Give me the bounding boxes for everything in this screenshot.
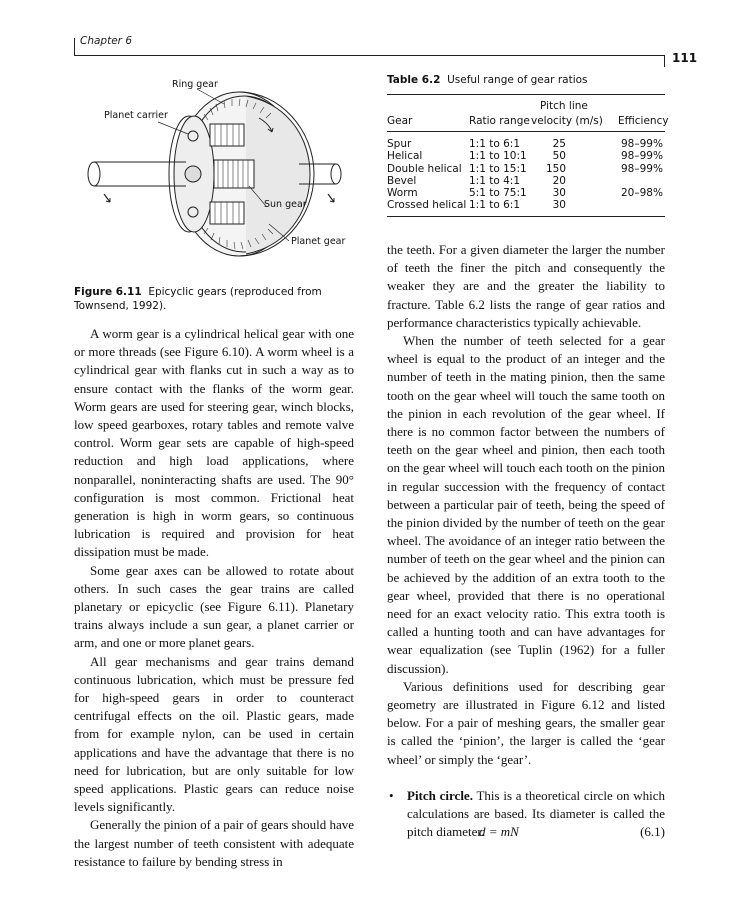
figure-epicyclic-gears <box>74 74 364 274</box>
cell-velocity: 150 <box>545 162 566 175</box>
table-title-text: Useful range of gear ratios <box>447 74 588 86</box>
bullet-marker: • <box>389 787 394 803</box>
cell-gear: Helical <box>387 150 423 163</box>
header-rule <box>74 55 664 56</box>
header-gear: Gear <box>387 115 413 127</box>
figure-caption-label: Figure 6.11 <box>74 286 142 298</box>
paragraph: All gear mechanisms and gear trains demand continuous lubrication, which must be pressure fed for high-speed gears in order to counteract centrifugal effects on the oil. Plastic gears, made from for example nylon, can be used in certain applications and have the advantage that there is no need for lubrication, but are only suitable for low speed applications. Plastic gears can reduce noise levels significantly. <box>74 653 354 815</box>
table-row <box>387 187 665 199</box>
header-rule-left <box>74 38 75 56</box>
cell-velocity: 30 <box>552 199 566 212</box>
cell-efficiency: 98–99% <box>621 138 663 150</box>
sun-gear-label: Sun gear <box>264 199 307 210</box>
table-title <box>387 74 665 86</box>
cell-velocity: 20 <box>552 174 566 187</box>
table-row <box>387 150 665 162</box>
figure-caption <box>74 285 354 313</box>
cell-ratio: 1:1 to 4:1 <box>469 174 521 187</box>
bullet-term: Pitch circle. <box>407 787 473 803</box>
page-number: 111 <box>672 51 698 65</box>
planet-carrier-label: Planet carrier <box>104 110 168 121</box>
table-label: Table 6.2 <box>387 74 441 86</box>
cell-efficiency: 98–99% <box>621 162 663 175</box>
cell-velocity: 30 <box>552 187 566 200</box>
figure-caption-text: Epicyclic gears (reproduced from Townsend, 1992). <box>74 286 322 312</box>
cell-ratio: 1:1 to 15:1 <box>469 162 527 175</box>
equation-number: (6.1) <box>640 824 665 839</box>
cell-ratio: 1:1 to 10:1 <box>469 150 527 163</box>
planet-gear-label: Planet gear <box>291 236 346 247</box>
ring-gear-label: Ring gear <box>172 79 218 90</box>
paragraph: Some gear axes can be allowed to rotate about others. In such cases the gear trains are called planetary or epicyclic (see Figure 6.11). Planetary trains always include a sun gear, a planet carrier or arm, and one or more planet gears. <box>74 562 354 651</box>
equation-expression: d = mN <box>479 824 519 839</box>
paragraph: the teeth. For a given diameter the larger the number of teeth the finer the pitch and consequently the weaker they are and the greater the liability to fracture. Table 6.2 lists the range of gear ratios and performance characteristics typically achievable. <box>387 242 665 330</box>
left-column-text <box>74 325 354 871</box>
cell-efficiency: 98–99% <box>621 150 663 163</box>
header-efficiency: Efficiency <box>618 115 669 127</box>
right-column-text <box>387 241 665 842</box>
cell-gear: Spur <box>387 138 412 150</box>
table-bottom-rule <box>387 216 665 217</box>
chapter-label: Chapter 6 <box>80 35 132 47</box>
cell-efficiency: 20–98% <box>621 187 663 200</box>
paragraph: When the number of teeth selected for a gear wheel is equal to the product of an integer and the number of teeth in the mating pinion, then the same tooth on the gear wheel will touch the same tooth on the pinion in each revolution of the gear wheel. If there is no common factor between the numbers of teeth on the gear wheel and pinion, then each tooth on the gear wheel will touch each tooth on the pinion in regular succession with the frequency of contact between a particular pair of teeth, being the speed of the pinion divided by the number of teeth on the gear wheel. The avoidance of an integer ratio between the number of teeth on the gear wheel and the pinion can be achieved by the addition of an extra tooth to the gear wheel, provided that there is no operational need for an exact velocity ratio. This extra tooth is called a hunting tooth and can have advantages for wear equalization (see Tuplin (1962) for a fuller discussion). <box>387 333 665 676</box>
cell-velocity: 25 <box>552 138 566 150</box>
cell-ratio: 1:1 to 6:1 <box>469 138 521 150</box>
bullet-pitch-circle <box>387 787 665 842</box>
cell-gear: Crossed helical <box>387 199 467 212</box>
cell-gear: Worm <box>387 187 418 200</box>
paragraph: Various definitions used for describing gear geometry are illustrated in Figure 6.12 and listed below. For a pair of meshing gears, the smaller gear is called the ‘pinion’, the larger is called the ‘gear wheel’ or simply the ‘gear’. <box>387 678 665 767</box>
header-velocity-line2: velocity (m/s) <box>531 115 603 127</box>
table-row <box>387 199 665 211</box>
cell-velocity: 50 <box>552 150 566 163</box>
bullet-text: This is a theoretical circle on which calculations are based. Its diameter is called the pitch diameter. <box>407 787 665 840</box>
table-row <box>387 163 665 175</box>
header-rule-right <box>664 55 665 67</box>
cell-ratio: 5:1 to 75:1 <box>469 187 527 200</box>
table-header <box>387 95 669 131</box>
table-body <box>387 132 665 216</box>
gear-ratio-table <box>387 74 669 217</box>
table-row <box>387 138 665 150</box>
header-ratio: Ratio range <box>469 115 530 127</box>
header-velocity-line1: Pitch line <box>540 100 588 112</box>
cell-ratio: 1:1 to 6:1 <box>469 199 521 212</box>
paragraph: A worm gear is a cylindrical helical gear with one or more threads (see Figure 6.10). A worm wheel is a cylindrical gear with flanks cut in such a way as to ensure contact with the flanks of the worm gear. Worm gears are used for steering gear, winch blocks, low speed gearboxes, rotary tables and remote valve control. Worm gear sets are capable of high-speed reduction and high load applications, where nonparallel, noninteracting shafts are used. The 90° configuration is most common. Frictional heat generation is high in worm gears, so continuous lubrication is required and provision for heat dissipation must be made. <box>74 326 354 560</box>
cell-gear: Double helical <box>387 162 462 175</box>
paragraph: Generally the pinion of a pair of gears should have the largest number of teeth consistent with adequate resistance to failure by bending stress in <box>74 817 354 869</box>
table-row <box>387 175 665 187</box>
cell-gear: Bevel <box>387 174 417 187</box>
